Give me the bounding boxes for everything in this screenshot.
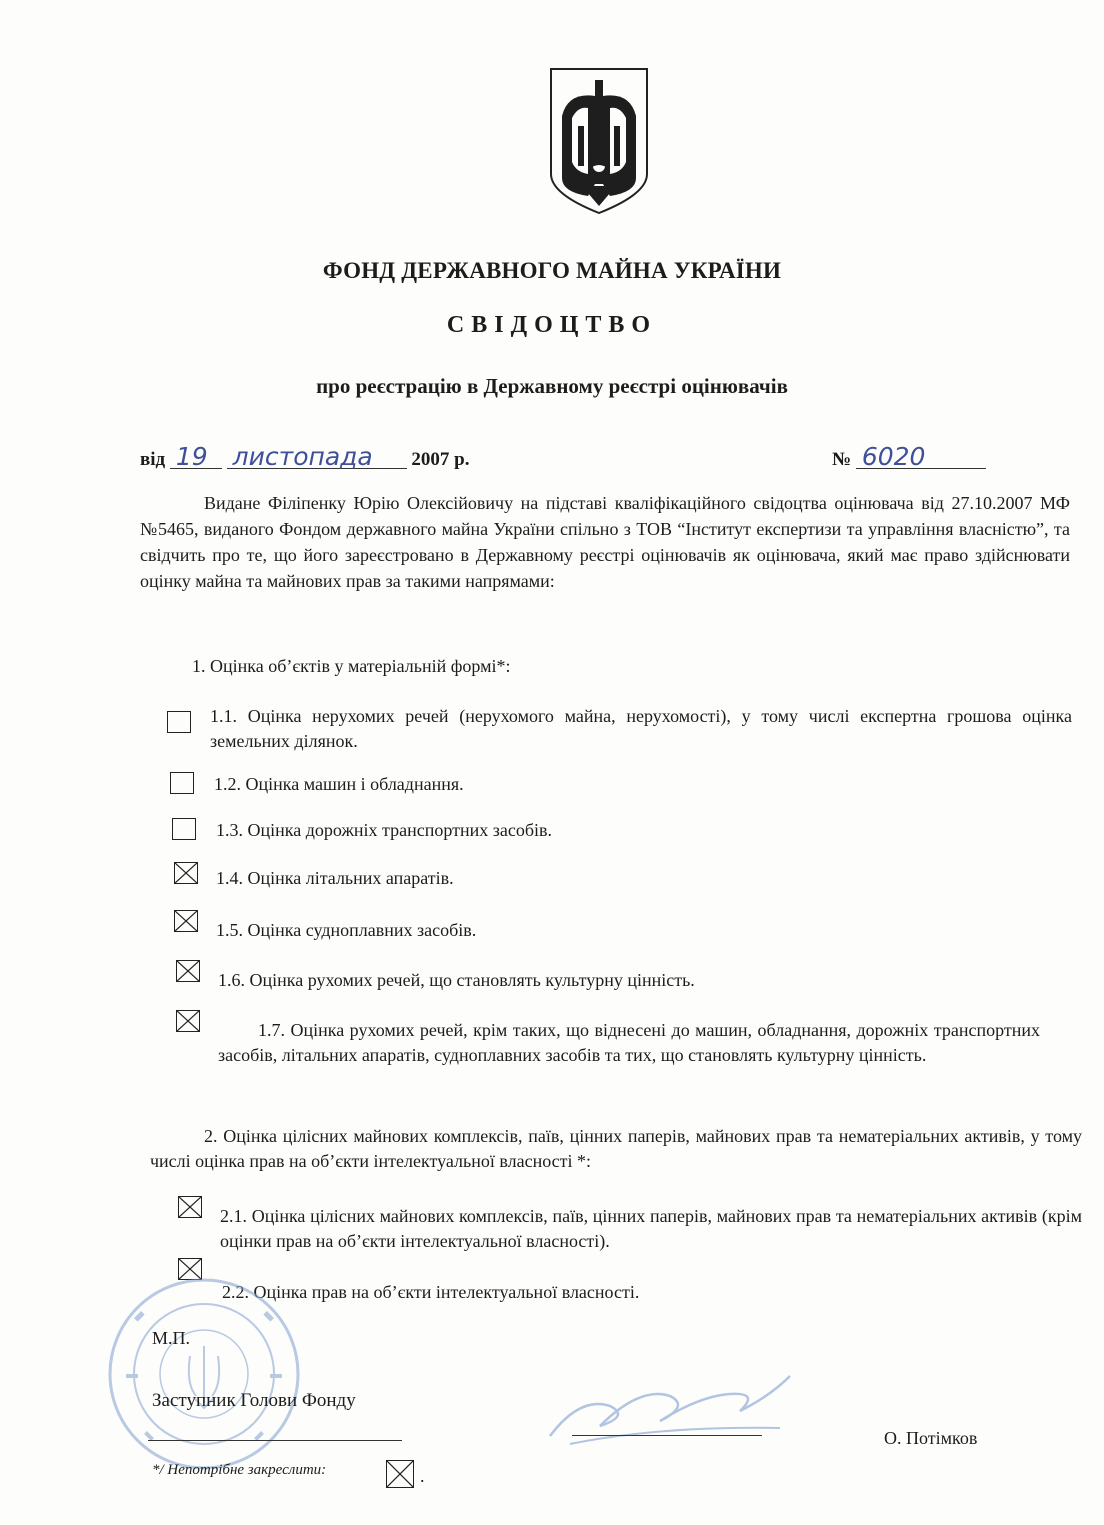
certificate-number <box>832 442 986 471</box>
item-1-5: 1.5. Оцінка судноплавних засобів. <box>216 920 477 940</box>
cross-mark-icon <box>175 863 197 883</box>
document-title: СВІДОЦТВО <box>446 312 658 338</box>
signature-icon <box>540 1366 800 1456</box>
item-1-3: 1.3. Оцінка дорожніх транспортних засобів. <box>216 820 552 840</box>
seal-place-label: М.П. <box>152 1328 191 1348</box>
item-1-6: 1.6. Оцінка рухомих речей, що становлять культурну цінність. <box>218 970 695 990</box>
signature-line <box>572 1435 762 1436</box>
checkbox-1-6[interactable] <box>176 960 200 982</box>
number-handwritten: 6020 <box>856 446 986 469</box>
checkbox-1-1[interactable] <box>167 711 191 733</box>
item-1-2: 1.2. Оцінка машин і обладнання. <box>214 774 464 794</box>
cross-mark-icon <box>179 1197 201 1217</box>
item-1-1: 1.1. Оцінка нерухомих речей (нерухомого майна, нерухомості), у тому числі експертна грошова оцінка земельних ділянок. <box>210 706 1072 751</box>
checkbox-1-4[interactable] <box>174 862 198 884</box>
footnote-cross-box <box>386 1460 414 1488</box>
signatory-position: Заступник Голови Фонду <box>152 1390 356 1411</box>
body-paragraph: Видане Філіпенку Юрію Олексійовичу на підставі кваліфікаційного свідоцтва оцінювача від 27.10.2007 МФ №5465, виданого Фондом державного майна України спільно з ТОВ “Інститут експертизи та управління власністю”, та свідчить про те, що його зареєстровано в Державному реєстрі оцінювачів як оцінювача, який має право здійснювати оцінку майна та майнових прав за такими напрямами: <box>140 493 1070 591</box>
date-year: 2007 р. <box>411 449 470 470</box>
official-stamp-icon <box>104 1274 304 1474</box>
item-1-7: 1.7. Оцінка рухомих речей, крім таких, що віднесені до машин, обладнання, дорожніх транспортних засобів, літальних апаратів, судноплавних засобів та тих, що становлять культурну цінність. <box>218 1020 1040 1065</box>
checkbox-1-5[interactable] <box>174 910 198 932</box>
number-label: № <box>832 449 852 470</box>
date-month-handwritten: листопада <box>227 446 407 469</box>
date-from-label: від <box>140 449 166 470</box>
section-2-heading: 2. Оцінка цілісних майнових комплексів, паїв, цінних паперів, майнових прав та нематеріальних активів, у тому числі оцінка прав на об’єкти інтелектуальної власності *: <box>150 1126 1082 1171</box>
coat-of-arms-icon <box>548 66 650 216</box>
item-2-2: 2.2. Оцінка прав на об’єкти інтелектуальної власності. <box>222 1282 640 1302</box>
item-2-1: 2.1. Оцінка цілісних майнових комплексів, паїв, цінних паперів, майнових прав та нематеріальних активів (крім оцінки прав на об’єкти інтелектуальної власності). <box>220 1206 1082 1251</box>
signature-line-left <box>148 1440 402 1441</box>
checkbox-1-3[interactable] <box>172 818 196 840</box>
item-1-4: 1.4. Оцінка літальних апаратів. <box>216 868 454 888</box>
issue-date <box>140 442 470 471</box>
cross-mark-icon <box>175 911 197 931</box>
document-subtitle: про реєстрацію в Державному реєстрі оцінювачів <box>316 374 788 398</box>
section-1-heading: 1. Оцінка об’єктів у матеріальній формі*: <box>192 656 511 676</box>
signatory-name: О. Потімков <box>884 1428 978 1448</box>
date-day-handwritten: 19 <box>170 446 222 469</box>
checkbox-1-2[interactable] <box>170 772 194 794</box>
footnote: */ Непотрібне закреслити: <box>152 1462 327 1478</box>
organization-name: ФОНД ДЕРЖАВНОГО МАЙНА УКРАЇНИ <box>322 258 782 283</box>
cross-mark-icon <box>177 961 199 981</box>
checkbox-2-1[interactable] <box>178 1196 202 1218</box>
footnote-end: . <box>420 1466 425 1486</box>
cross-mark-icon <box>387 1461 413 1487</box>
